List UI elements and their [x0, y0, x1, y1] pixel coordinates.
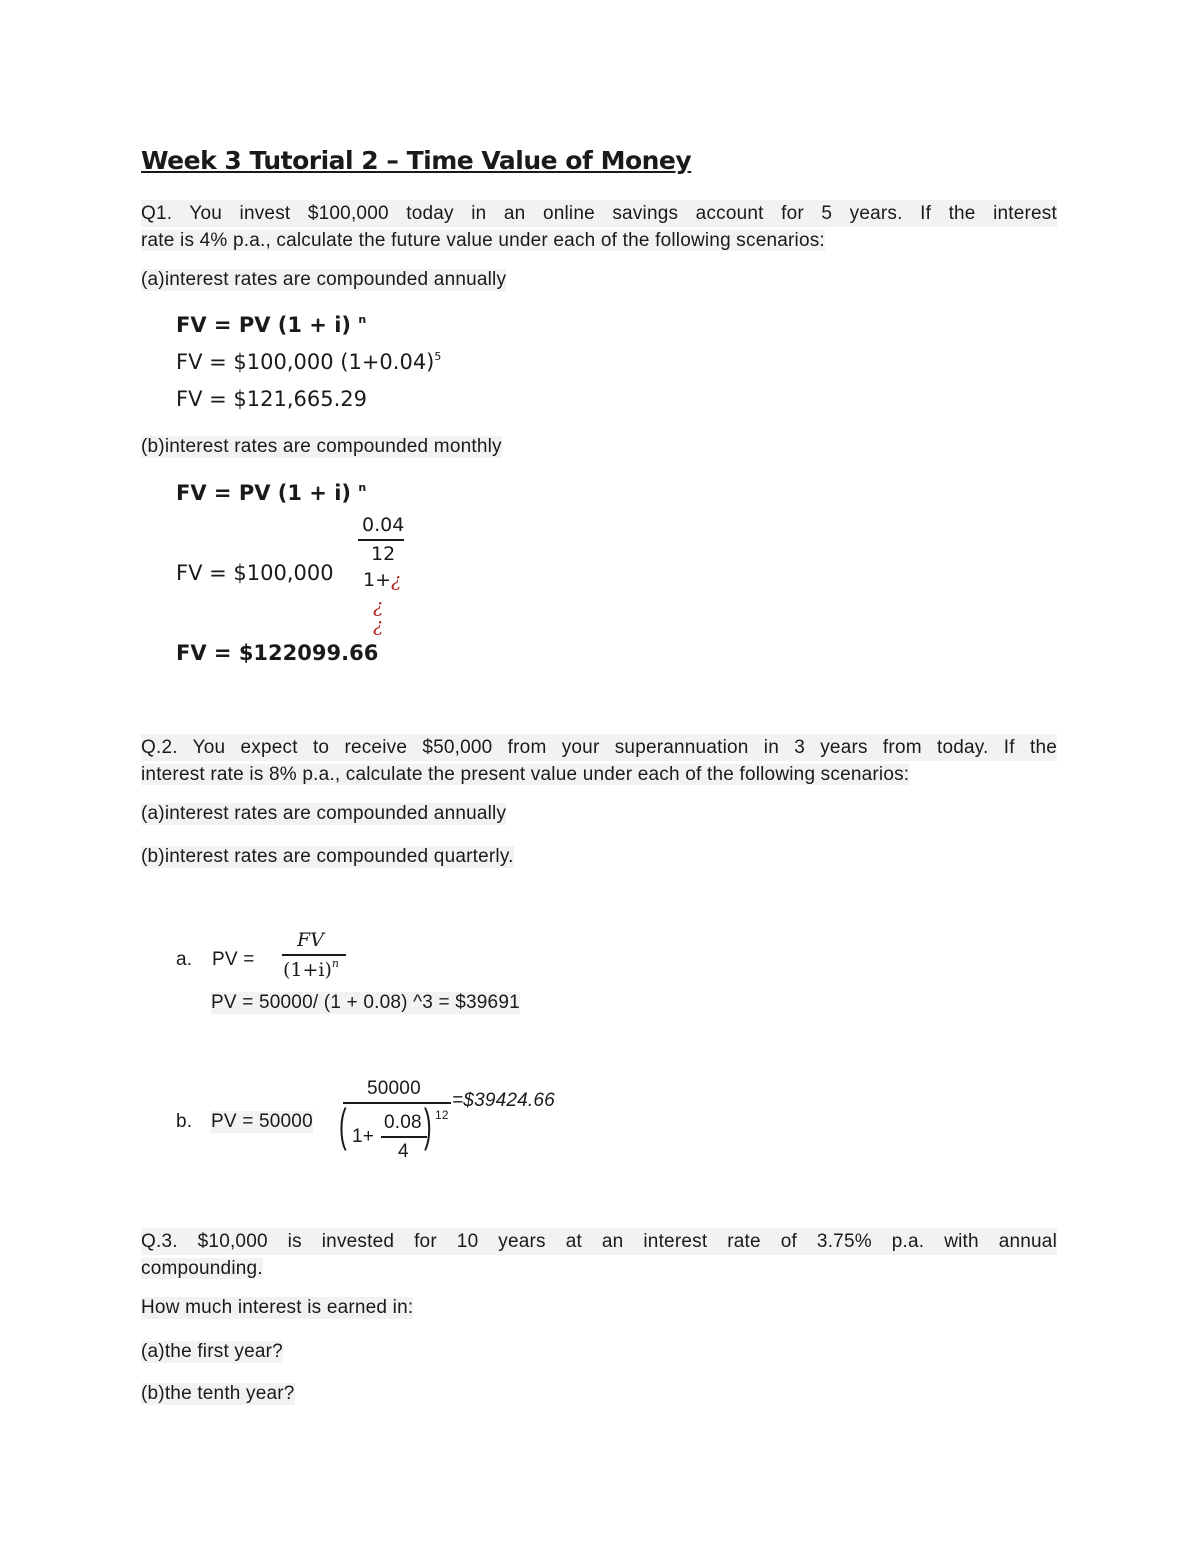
q2-answer-a-line2: PV = 50000/ (1 + 0.08) ^3 = $39691	[211, 992, 520, 1013]
q1-a-step1-exponent: 5	[434, 350, 442, 363]
q2-answer-a-fraction-bar	[282, 954, 346, 956]
q1-b-glyph-3: ¿	[373, 614, 384, 636]
q3-question: How much interest is earned in:	[141, 1297, 414, 1318]
q3-a-label: (a)the first year?	[141, 1341, 283, 1362]
q2-answer-b-inner-fraction-bar	[381, 1136, 427, 1138]
q1-a-step1-text: FV = $100,000 (1+0.04)	[176, 350, 435, 374]
q2-answer-a-denominator	[283, 957, 339, 981]
q1-b-one-plus-text: 1+	[363, 569, 392, 591]
q2-answer-a-denominator-text: (1+i)	[283, 959, 332, 981]
q1-b-formula	[176, 481, 366, 505]
q2-answer-a-marker: a.	[176, 949, 193, 970]
q2-answer-b-exponent: 12	[435, 1108, 449, 1122]
q1-b-fraction-numerator: 0.04	[362, 514, 405, 536]
q2-b-label: (b)interest rates are compounded quarterly.	[141, 846, 514, 867]
q1-a-step1	[176, 350, 441, 374]
q2-answer-b-result: =$39424.66	[452, 1090, 555, 1111]
q1-b-fraction-bar	[358, 539, 404, 541]
q2-answer-b-inner-denominator: 4	[398, 1141, 409, 1162]
q1-b-glyph-2: ¿	[373, 595, 384, 617]
q1-b-formula-exponent: n	[358, 481, 367, 494]
q3-line-1: Q.3. $10,000 is invested for 10 years at an interest rate of 3.75% p.a. with annual	[141, 1228, 1057, 1255]
q1-a-formula	[176, 313, 366, 337]
q1-b-step1: FV = $100,000	[176, 561, 334, 585]
q1-b-glyph-1: ¿	[391, 569, 402, 591]
q2-paragraph	[141, 734, 1057, 788]
q2-line-1: Q.2. You expect to receive $50,000 from your superannuation in 3 years from today. If the	[141, 734, 1057, 761]
q1-b-one-plus	[363, 569, 401, 591]
q3-paragraph	[141, 1228, 1057, 1282]
q1-b-fraction-denominator: 12	[371, 543, 396, 565]
page-title: Week 3 Tutorial 2 – Time Value of Money	[141, 146, 692, 175]
q1-paragraph	[141, 200, 1057, 254]
q2-answer-b-pv: PV = 50000	[211, 1111, 313, 1132]
q2-answer-b-numerator: 50000	[367, 1078, 421, 1099]
q2-a-label: (a)interest rates are compounded annually	[141, 803, 507, 824]
q2-answer-b-right-paren: )	[424, 1099, 432, 1151]
q3-line-2: compounding.	[141, 1258, 263, 1279]
q2-answer-a-pv: PV =	[212, 949, 255, 970]
q3-b-label: (b)the tenth year?	[141, 1383, 295, 1404]
q2-answer-b-marker: b.	[176, 1111, 193, 1132]
q2-answer-b-inner-numerator: 0.08	[384, 1112, 422, 1133]
q1-line-1: Q1. You invest $100,000 today in an online savings account for 5 years. If the interest	[141, 200, 1057, 227]
q1-line-2: rate is 4% p.a., calculate the future value under each of the following scenarios:	[141, 230, 825, 251]
q2-answer-a-numerator: FV	[297, 929, 324, 951]
q2-line-2: interest rate is 8% p.a., calculate the present value under each of the following scenarios:	[141, 764, 910, 785]
q1-b-label: (b)interest rates are compounded monthly	[141, 436, 502, 457]
q1-a-label: (a)interest rates are compounded annually	[141, 269, 507, 290]
q2-answer-b-one-plus: 1+	[352, 1126, 375, 1147]
q1-a-formula-text: FV = PV (1 + i)	[176, 313, 351, 337]
q2-answer-b-fraction-bar	[343, 1102, 451, 1104]
q2-answer-a-den-exponent: n	[331, 957, 340, 970]
q2-answer-b-left-paren: (	[339, 1099, 347, 1151]
q1-b-formula-text: FV = PV (1 + i)	[176, 481, 351, 505]
q1-a-result: FV = $121,665.29	[176, 387, 367, 411]
q1-b-result: FV = $122099.66	[176, 641, 379, 665]
q1-a-formula-exponent: n	[358, 313, 367, 326]
